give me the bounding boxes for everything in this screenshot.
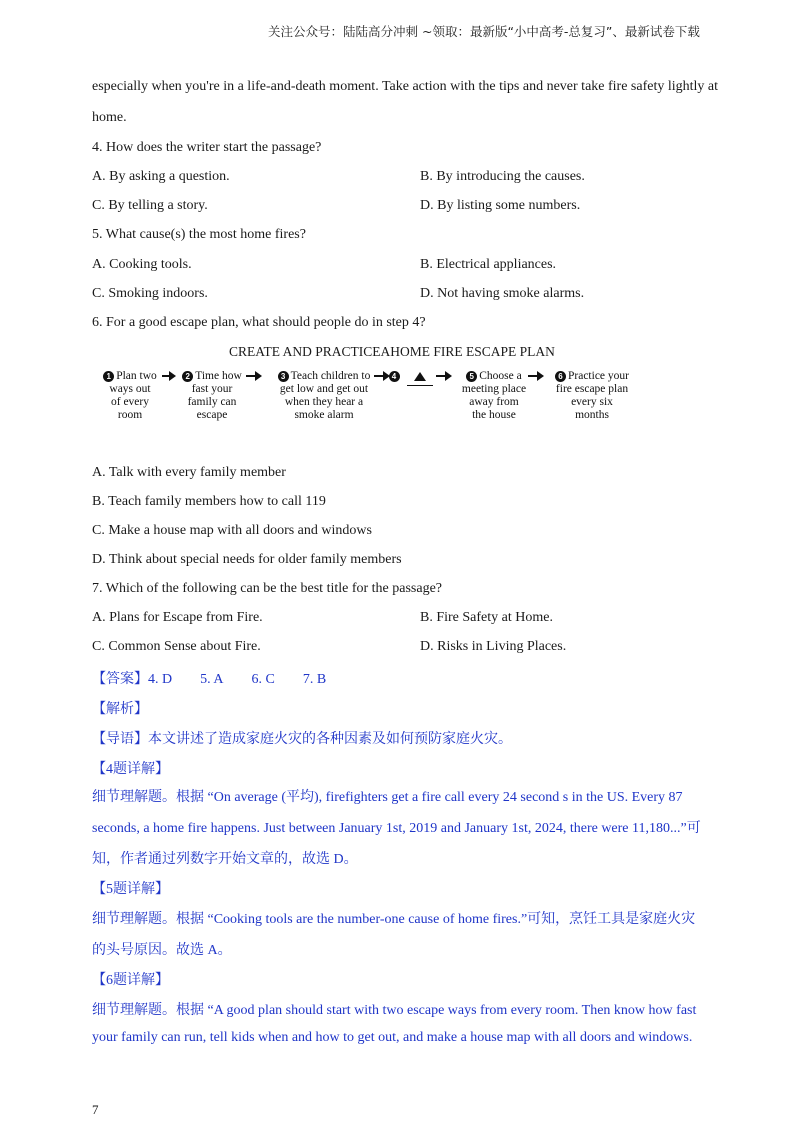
question-4-option-a: A. By asking a question. xyxy=(92,169,230,184)
detail-4-text: 知，作者通过列数字开始文章的，故选 D。 xyxy=(92,852,358,867)
question-7-option-d: D. Risks in Living Places. xyxy=(420,639,567,654)
question-6-option-c: C. Make a house map with all doors and windows xyxy=(92,523,372,538)
question-4-stem: 4. How does the writer start the passage? xyxy=(92,140,322,155)
flow-arrow xyxy=(246,375,260,377)
question-7-option-c: C. Common Sense about Fire. xyxy=(92,639,261,654)
detail-5-text: 细节理解题。根据 “Cooking tools are the number-one cause of home fires.”可知，烹饪工具是家庭火灾 xyxy=(92,912,696,927)
question-6-option-b: B. Teach family members how to call 119 xyxy=(92,494,326,509)
detail-6-text: 细节理解题。根据 “A good plan should start with two escape ways from every room. Then know how fast xyxy=(92,1003,697,1018)
question-6-option-d: D. Think about special needs for older family members xyxy=(92,552,402,567)
question-5-option-b: B. Electrical appliances. xyxy=(420,257,557,272)
diagram-title: CREATE AND PRACTICEAHOME FIRE ESCAPE PLAN xyxy=(229,344,555,359)
question-4-option-c: C. By telling a story. xyxy=(92,198,208,213)
passage-line: home. xyxy=(92,110,127,125)
answer-4: 4. D xyxy=(148,672,173,687)
question-6-option-a: A. Talk with every family member xyxy=(92,465,286,480)
question-5-stem: 5. What cause(s) the most home fires? xyxy=(92,227,306,242)
detail-4-text: 细节理解题。根据 “On average (平均), firefighters get a fire call every 24 second s in the US. Every 87 xyxy=(92,790,683,805)
flow-step-1: 1 Plan two ways out of every room xyxy=(96,370,164,422)
question-5-option-a: A. Cooking tools. xyxy=(92,257,192,272)
escape-plan-flowchart xyxy=(96,370,716,430)
blank-triangle-marker xyxy=(414,372,426,381)
blank-underline xyxy=(407,385,433,386)
question-4-option-d: D. By listing some numbers. xyxy=(420,198,581,213)
question-5-option-d: D. Not having smoke alarms. xyxy=(420,286,585,301)
flow-arrow xyxy=(162,375,174,377)
passage-line: especially when you're in a life-and-death moment. Take action with the tips and never take fire safety lightly at xyxy=(92,79,719,94)
question-7-option-a: A. Plans for Escape from Fire. xyxy=(92,610,263,625)
flow-step-2: 2 Time how fast your family can escape xyxy=(176,370,248,422)
answer-line xyxy=(92,668,326,688)
flow-step-3: 3 Teach children to get low and get out when they hear a smoke alarm xyxy=(262,370,386,422)
flow-arrow xyxy=(374,375,388,377)
question-7-option-b: B. Fire Safety at Home. xyxy=(420,610,553,625)
answer-6: 6. C xyxy=(251,672,275,687)
flow-step-4: 4 xyxy=(388,370,402,383)
page-header: 关注公众号：陆陆高分冲刺 ~领取：最新版“小中高考-总复习”、最新试卷下载 xyxy=(268,24,700,39)
flow-arrow xyxy=(528,375,542,377)
question-4-option-b: B. By introducing the causes. xyxy=(420,169,585,184)
analysis-guide: 【导语】本文讲述了造成家庭火灾的各种因素及如何预防家庭火灾。 xyxy=(92,732,512,747)
detail-4-heading: 【4题详解】 xyxy=(92,762,169,777)
detail-5-heading: 【5题详解】 xyxy=(92,882,169,897)
detail-6-heading: 【6题详解】 xyxy=(92,973,169,988)
question-7-stem: 7. Which of the following can be the best title for the passage? xyxy=(92,581,443,596)
page-number: 7 xyxy=(92,1102,99,1117)
question-6-stem: 6. For a good escape plan, what should people do in step 4? xyxy=(92,315,426,330)
flow-arrow xyxy=(436,375,450,377)
detail-4-text: seconds, a home fire happens. Just between January 1st, 2019 and January 1st, 2024, there were 11,180...”可 xyxy=(92,821,701,836)
flow-step-5: 5 Choose a meeting place away from the house xyxy=(461,370,527,421)
question-5-option-c: C. Smoking indoors. xyxy=(92,286,208,301)
detail-6-text: your family can run, tell kids when and how to get out, and make a house map with all doors and windows. xyxy=(92,1030,693,1045)
answer-5: 5. A xyxy=(200,672,224,687)
detail-5-text: 的头号原因。故选 A。 xyxy=(92,943,232,958)
answer-7: 7. B xyxy=(302,672,327,687)
answer-label: 【答案】 xyxy=(92,672,148,687)
analysis-heading: 【解析】 xyxy=(92,702,148,717)
flow-step-6: 6 Practice your fire escape plan every six months xyxy=(555,370,629,421)
